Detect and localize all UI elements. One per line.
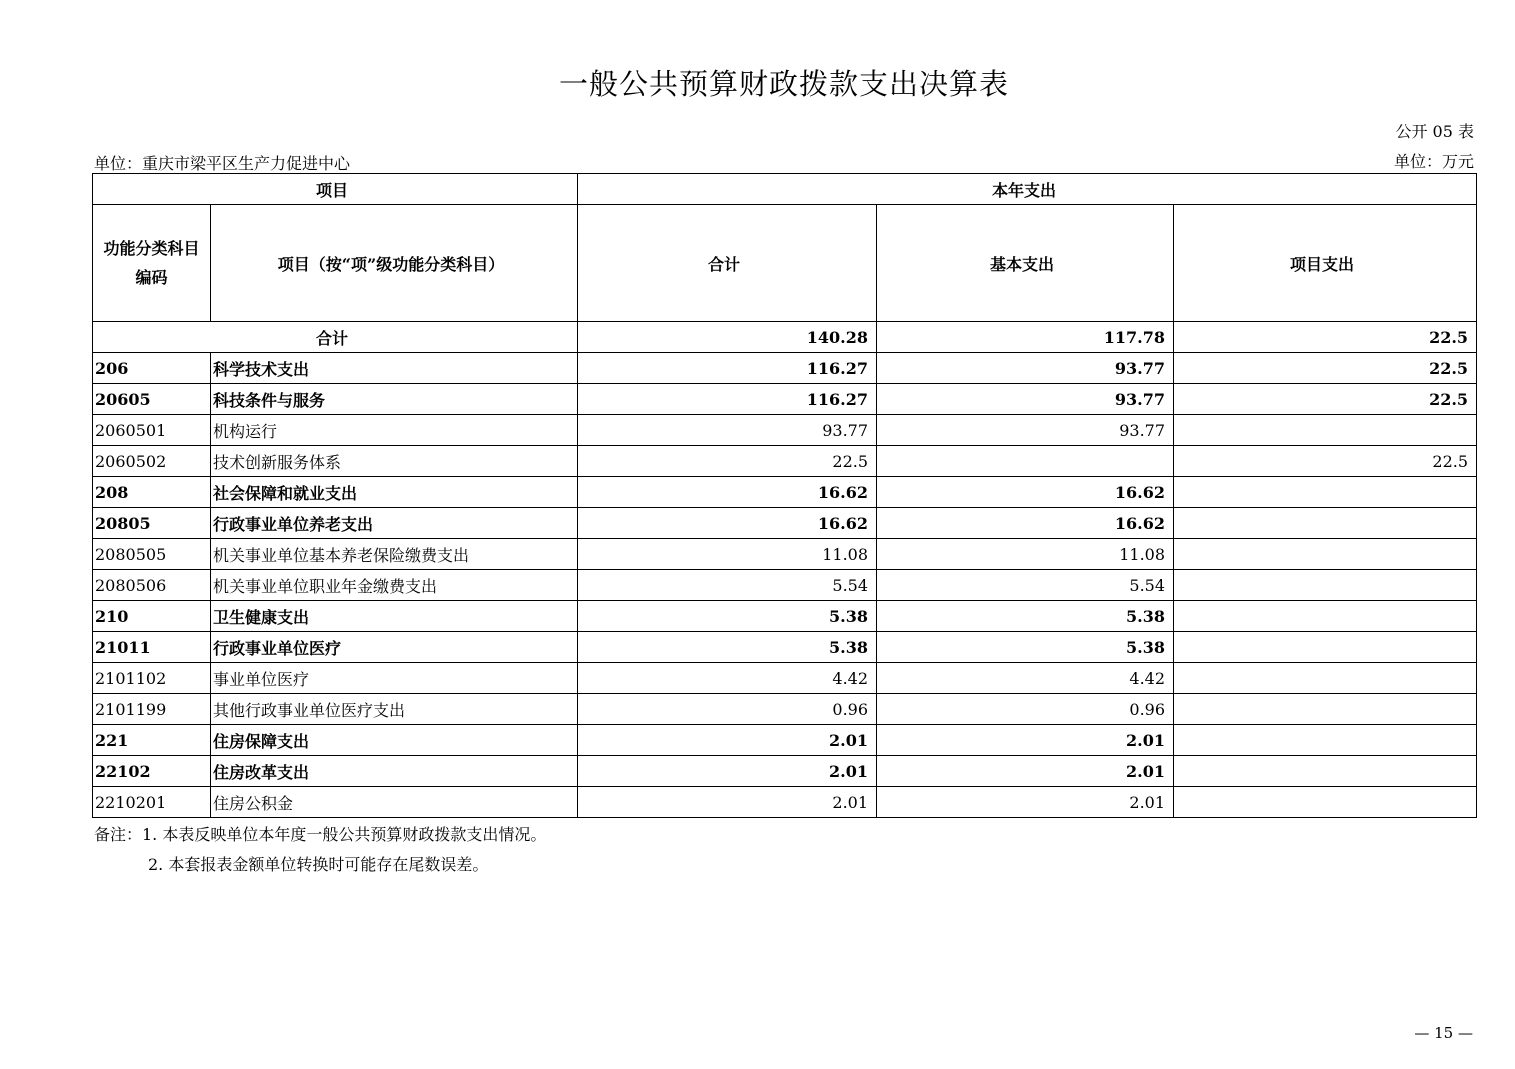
table-row — [93, 446, 1477, 477]
row-name: 行政事业单位养老支出 — [211, 508, 578, 539]
header-project: 项目支出 — [1174, 205, 1477, 322]
row-project — [1174, 477, 1477, 508]
total-row — [93, 322, 1477, 353]
row-project: 22.5 — [1174, 353, 1477, 384]
row-project — [1174, 570, 1477, 601]
row-total: 2.01 — [578, 756, 877, 787]
row-basic: 2.01 — [877, 756, 1174, 787]
row-total: 0.96 — [578, 694, 877, 725]
header-total: 合计 — [578, 205, 877, 322]
row-name: 机构运行 — [211, 415, 578, 446]
note-2: 2. 本套报表金额单位转换时可能存在尾数误差。 — [148, 855, 489, 874]
table-row — [93, 353, 1477, 384]
row-name: 其他行政事业单位医疗支出 — [211, 694, 578, 725]
page-number: — 15 — — [1414, 1024, 1473, 1042]
row-name: 机关事业单位职业年金缴费支出 — [211, 570, 578, 601]
row-basic: 93.77 — [877, 415, 1174, 446]
notes — [94, 820, 546, 880]
row-code: 2101199 — [93, 694, 211, 725]
total-sum: 140.28 — [578, 322, 877, 353]
header-row-2 — [93, 205, 1477, 322]
row-name: 住房改革支出 — [211, 756, 578, 787]
form-number: 公开 05 表 — [1395, 122, 1474, 141]
row-project — [1174, 787, 1477, 818]
row-code: 2101102 — [93, 663, 211, 694]
header-code: 功能分类科目编码 — [93, 205, 211, 322]
row-total: 2.01 — [578, 787, 877, 818]
table-row — [93, 384, 1477, 415]
row-project: 22.5 — [1174, 384, 1477, 415]
row-name: 卫生健康支出 — [211, 601, 578, 632]
row-project — [1174, 725, 1477, 756]
expenditure-table — [92, 173, 1477, 818]
row-code: 2210201 — [93, 787, 211, 818]
row-basic: 16.62 — [877, 477, 1174, 508]
row-total: 16.62 — [578, 477, 877, 508]
header-basic: 基本支出 — [877, 205, 1174, 322]
row-code: 2060501 — [93, 415, 211, 446]
row-basic: 5.38 — [877, 601, 1174, 632]
row-total: 4.42 — [578, 663, 877, 694]
row-project — [1174, 539, 1477, 570]
row-total: 22.5 — [578, 446, 877, 477]
total-basic: 117.78 — [877, 322, 1174, 353]
reporting-unit: 单位：重庆市梁平区生产力促进中心 — [94, 154, 351, 173]
row-project: 22.5 — [1174, 446, 1477, 477]
row-name: 科技条件与服务 — [211, 384, 578, 415]
row-code: 208 — [93, 477, 211, 508]
row-basic: 5.54 — [877, 570, 1174, 601]
row-name: 机关事业单位基本养老保险缴费支出 — [211, 539, 578, 570]
header-year-expense: 本年支出 — [578, 174, 1477, 205]
row-project — [1174, 632, 1477, 663]
row-name: 住房公积金 — [211, 787, 578, 818]
header-item: 项目 — [93, 174, 578, 205]
table-row — [93, 570, 1477, 601]
row-total: 5.38 — [578, 601, 877, 632]
row-basic: 93.77 — [877, 353, 1174, 384]
table-row — [93, 539, 1477, 570]
row-basic: 5.38 — [877, 632, 1174, 663]
row-code: 22102 — [93, 756, 211, 787]
row-code: 210 — [93, 601, 211, 632]
row-code: 2080505 — [93, 539, 211, 570]
row-total: 93.77 — [578, 415, 877, 446]
row-total: 5.38 — [578, 632, 877, 663]
table-row — [93, 756, 1477, 787]
page-title: 一般公共预算财政拨款支出决算表 — [558, 67, 1009, 101]
row-total: 16.62 — [578, 508, 877, 539]
table-row — [93, 694, 1477, 725]
row-name: 住房保障支出 — [211, 725, 578, 756]
table-row — [93, 601, 1477, 632]
table-row — [93, 508, 1477, 539]
row-total: 11.08 — [578, 539, 877, 570]
row-code: 2060502 — [93, 446, 211, 477]
currency-unit: 单位：万元 — [1393, 152, 1474, 171]
row-code: 221 — [93, 725, 211, 756]
table-row — [93, 477, 1477, 508]
row-basic: 93.77 — [877, 384, 1174, 415]
row-project — [1174, 694, 1477, 725]
table-row — [93, 725, 1477, 756]
row-total: 5.54 — [578, 570, 877, 601]
row-code: 20605 — [93, 384, 211, 415]
row-total: 2.01 — [578, 725, 877, 756]
row-basic: 11.08 — [877, 539, 1174, 570]
table-row — [93, 787, 1477, 818]
table-row — [93, 632, 1477, 663]
row-total: 116.27 — [578, 384, 877, 415]
header-name: 项目（按“项”级功能分类科目） — [211, 205, 578, 322]
row-basic: 4.42 — [877, 663, 1174, 694]
row-name: 社会保障和就业支出 — [211, 477, 578, 508]
row-basic: 2.01 — [877, 787, 1174, 818]
row-code: 2080506 — [93, 570, 211, 601]
row-project — [1174, 508, 1477, 539]
row-basic: 2.01 — [877, 725, 1174, 756]
row-name: 科学技术支出 — [211, 353, 578, 384]
row-code: 20805 — [93, 508, 211, 539]
row-project — [1174, 663, 1477, 694]
row-basic: 0.96 — [877, 694, 1174, 725]
row-project — [1174, 756, 1477, 787]
row-name: 行政事业单位医疗 — [211, 632, 578, 663]
row-project — [1174, 415, 1477, 446]
row-basic: 16.62 — [877, 508, 1174, 539]
table-row — [93, 663, 1477, 694]
row-basic — [877, 446, 1174, 477]
row-name: 技术创新服务体系 — [211, 446, 578, 477]
row-code: 206 — [93, 353, 211, 384]
note-1: 备注：1. 本表反映单位本年度一般公共预算财政拨款支出情况。 — [94, 825, 547, 844]
row-project — [1174, 601, 1477, 632]
total-label: 合计 — [93, 322, 578, 353]
row-name: 事业单位医疗 — [211, 663, 578, 694]
header-row-1 — [93, 174, 1477, 205]
total-project: 22.5 — [1174, 322, 1477, 353]
row-code: 21011 — [93, 632, 211, 663]
row-total: 116.27 — [578, 353, 877, 384]
table-row — [93, 415, 1477, 446]
